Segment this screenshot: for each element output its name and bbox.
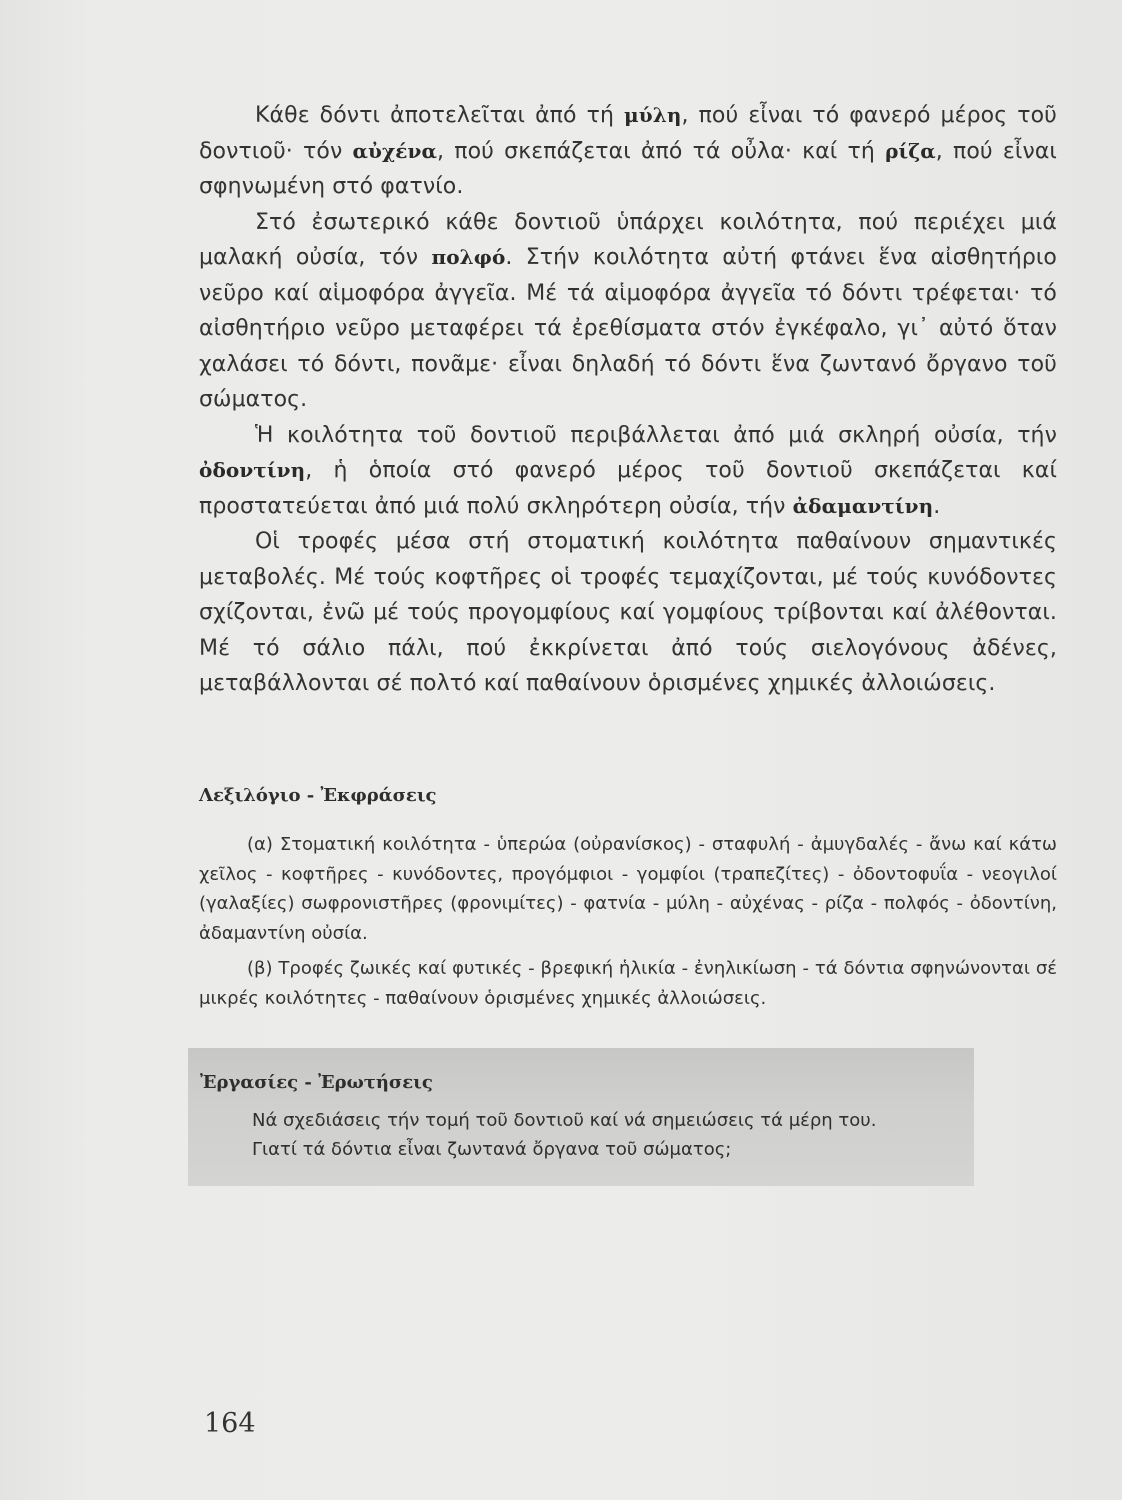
paragraph-4 — [199, 524, 1057, 702]
paragraph-2 — [199, 205, 1057, 418]
exercises-list — [252, 1106, 876, 1164]
vocabulary-list — [199, 830, 1057, 1013]
text-segment: , πού σκεπάζεται ἀπό τά οὖλα· καί τή — [436, 138, 886, 164]
text-segment: Στό ἐσωτερικό κάθε δοντιοῦ ὑπάρχει κοιλότητα, πού περιέχει μιά μαλακή οὐσία, τόν — [199, 209, 1057, 270]
main-text — [199, 98, 1057, 702]
paragraph-3 — [199, 418, 1057, 525]
text-segment: Ἡ κοιλότητα τοῦ δοντιοῦ περιβάλλεται ἀπό μιά σκληρή οὐσία, τήν — [255, 422, 1057, 448]
term-adamantini: ἀδαμαντίνη — [792, 493, 934, 518]
text-segment: , πού εἶναι σφηνωμένη στό φατνίο. — [199, 138, 1057, 199]
term-odontini: ὀδοντίνη — [199, 458, 306, 482]
page-number: 164 — [204, 1408, 256, 1439]
exercises-box — [188, 1048, 974, 1186]
vocabulary-item-b: (β) Τροφές ζωικές καί φυτικές - βρεφική ἡλικία - ἐνηλικίωση - τά δόντια σφηνώνονται σέ μικρές κοιλότητες - παθαίνουν ὁρισμένες χημικές ἀλλοιώσεις. — [199, 958, 1057, 1009]
text-segment: . — [933, 493, 941, 519]
vocabulary-heading: Λεξιλόγιο - Ἐκφράσεις — [199, 785, 437, 806]
paragraph-1 — [199, 98, 1057, 205]
text-segment: Οἱ τροφές μέσα στή στοματική κοιλότητα παθαίνουν σημαντικές μεταβολές. Μέ τούς κοφτῆρες οἱ τροφές τεμαχίζονται, μέ τούς κυνόδοντες σχίζονται, ἐνῶ μέ τούς προγομφίους καί γομφίους τρίβονται καί ἀλέθονται. Μέ τό σάλιο πάλι, πού ἐκκρίνεται ἀπό τούς σιελογόνους ἀδένες, μεταβάλλονται σέ πολτό καί παθαίνουν ὁρισμένες χημικές ἀλλοιώσεις. — [199, 529, 1057, 696]
exercise-item-2: Γιατί τά δόντια εἶναι ζωντανά ὄργανα τοῦ σώματος; — [252, 1139, 732, 1160]
term-riza: ρίζα — [885, 138, 936, 163]
term-afchenas: αὐχένα — [352, 138, 437, 163]
term-myli: μύλη — [624, 103, 682, 127]
text-segment: , πού εἶναι τό φανερό μέρος τοῦ δοντιοῦ· τόν — [199, 103, 1057, 164]
term-polfos: πολφό — [431, 245, 506, 269]
text-segment: Κάθε δόντι ἀποτελεῖται ἀπό τή — [255, 103, 624, 128]
vocabulary-item-a: (α) Στοματική κοιλότητα - ὑπερώα (οὐρανίσκος) - σταφυλή - ἀμυγδαλές - ἄνω καί κάτω χεῖλος - κοφτῆρες - κυνόδοντες, προγόμφιοι - γομφίοι (τραπεζίτες) - ὀδοντοφυΐα - νεογιλοί (γαλαξίες) σωφρονιστῆρες (φρονιμίτες) - φατνία - μύλη - αὐχένας - ρίζα - πολφός - ὀδοντίνη, ἀδαμαντίνη οὐσία. — [199, 834, 1057, 944]
text-segment: , ἡ ὁποία στό φανερό μέρος τοῦ δοντιοῦ σκεπάζεται καί προστατεύεται ἀπό μιά πολύ σκληρότερη οὐσία, τήν — [199, 458, 1057, 519]
exercises-heading: Ἐργασίες - Ἐρωτήσεις — [200, 1072, 433, 1093]
exercise-item-1: Νά σχεδιάσεις τήν τομή τοῦ δοντιοῦ καί νά σημειώσεις τά μέρη του. — [252, 1110, 877, 1131]
text-segment: . Στήν κοιλότητα αὐτή φτάνει ἕνα αἰσθητήριο νεῦρο καί αἱμοφόρα ἀγγεῖα. Μέ τά αἱμοφόρα ἀγγεῖα τό δόντι τρέφεται· τό αἰσθητήριο νεῦρο μεταφέρει τά ἐρεθίσματα στόν ἐγκέφαλο, γι᾿ αὐτό ὅταν χαλάσει τό δόντι, πονᾶμε· εἶναι δηλαδή τό δόντι ἕνα ζωντανό ὄργανο τοῦ σώματος. — [199, 245, 1057, 412]
